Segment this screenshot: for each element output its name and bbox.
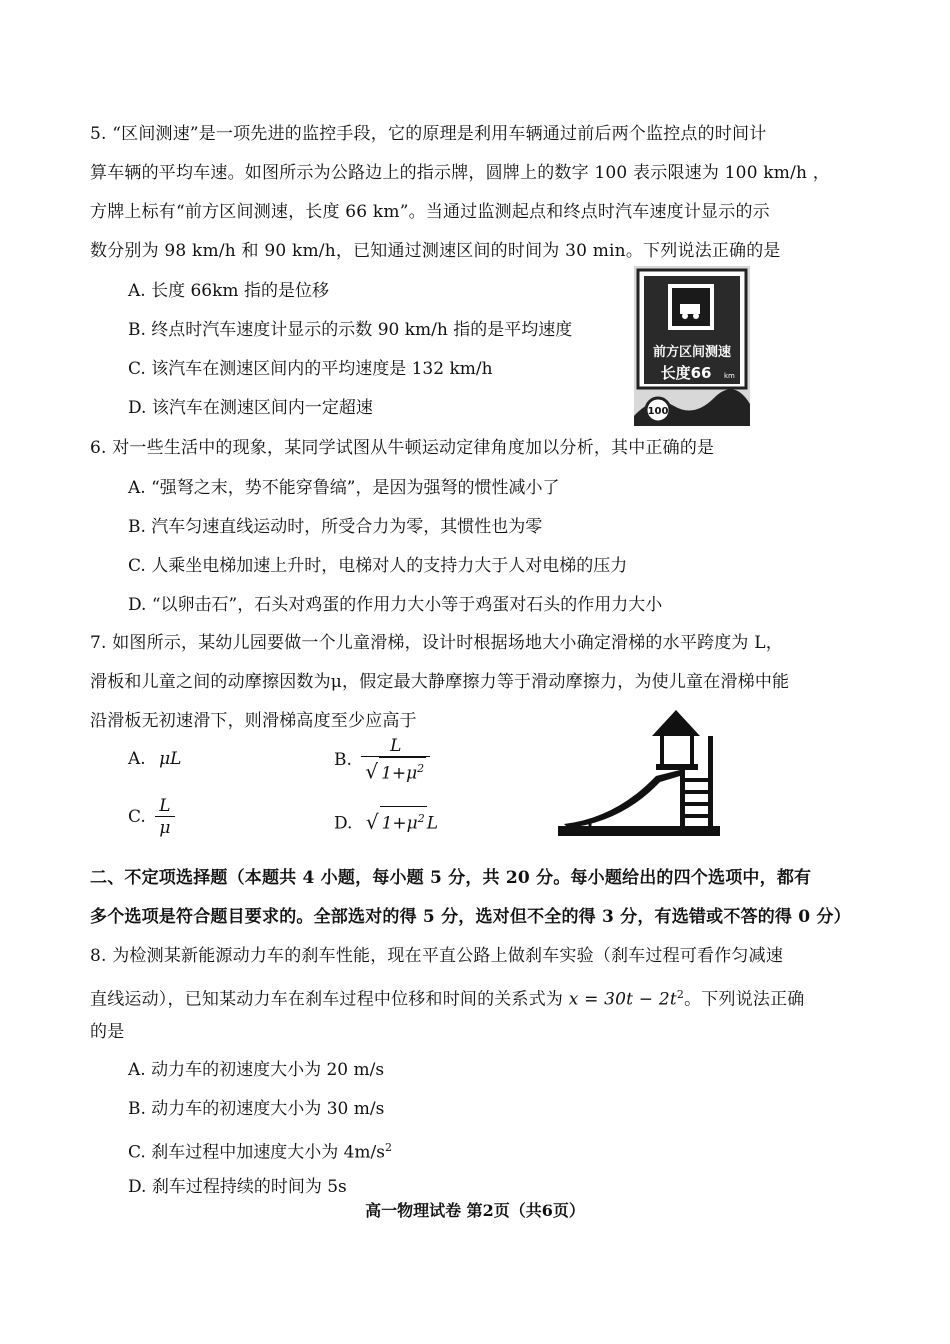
q8-option-d: D. 刹车过程持续的时间为 5s: [128, 1177, 347, 1197]
q7-option-d-exponent: 2: [417, 812, 425, 825]
slide-illustration: [556, 706, 724, 842]
q5-option-d: D. 该汽车在测速区间内一定超速: [128, 398, 373, 418]
q7-stem-line-3: 沿滑板无初速滑下，则滑梯高度至少应高于: [90, 711, 417, 731]
q8-stem-line-3: 的是: [90, 1022, 125, 1042]
q8-stem-line-2-text: 直线运动），已知某动力车在刹车过程中位移和时间的关系式为: [90, 989, 569, 1010]
q7-stem-line-1: 7. 如图所示，某幼儿园要做一个儿童滑梯，设计时根据场地大小确定滑梯的水平跨度为 L，: [90, 633, 783, 653]
q7-option-a-label: A.: [128, 749, 146, 769]
q6-option-b: B. 汽车匀速直线运动时，所受合力为零，其惯性也为零: [128, 517, 543, 537]
q8-formula: x = 30t − 2t: [568, 989, 677, 1010]
q7-option-b-exponent: 2: [417, 762, 425, 775]
q5-option-c: C. 该汽车在测速区间内的平均速度是 132 km/h: [128, 359, 493, 379]
q8-option-c-text: C. 刹车过程中加速度大小为 4m/s: [128, 1142, 385, 1163]
sign-text-2: 长度66: [660, 364, 712, 382]
q7-option-b: [334, 736, 430, 785]
q7-option-d-radicand: 1+μ: [381, 813, 418, 834]
q5-option-a: A. 长度 66km 指的是位移: [128, 281, 329, 301]
q5-stem-line-4: 数分别为 98 km/h 和 90 km/h，已知通过测速区间的时间为 30 min。下列说法正确的是: [90, 241, 781, 261]
q8-option-c-exponent: 2: [385, 1141, 392, 1154]
q5-stem-line-1: 5. “区间测速”是一项先进的监控手段，它的原理是利用车辆通过前后两个监控点的时间计: [90, 124, 767, 144]
section2-heading-line-2: 多个选项是符合题目要求的。全部选对的得 5 分，选对但不全的得 3 分，有选错或不答的得 0 分）: [90, 907, 851, 927]
sign-text-1: 前方区间测速: [652, 345, 732, 360]
page-footer: 高一物理试卷 第2页（共6页）: [365, 1201, 585, 1220]
q7-option-d-label: D.: [334, 813, 353, 834]
q8-option-c: [128, 1136, 392, 1165]
q5-stem-line-2: 算车辆的平均车速。如图所示为公路边上的指示牌，圆牌上的数字 100 表示限速为 100 km/h ，: [90, 163, 831, 183]
q7-option-b-label: B.: [334, 749, 352, 770]
q7-option-c-numerator: L: [159, 796, 171, 816]
q8-stem-line-1: 8. 为检测某新能源动力车的刹车性能，现在平直公路上做刹车实验（刹车过程可看作匀减速: [90, 946, 784, 966]
q6-option-a: A. “强弩之末，势不能穿鲁缟”，是因为强弩的惯性减小了: [128, 478, 560, 498]
q7-option-b-denominator: √ $1+\mu^2$: [361, 756, 430, 785]
speed-sign-photo: [634, 266, 750, 426]
q8-formula-exponent: 2: [676, 988, 685, 1001]
q7-option-b-fraction: [361, 736, 430, 785]
speed-limit-text: 100: [647, 406, 669, 417]
q8-option-b: B. 动力车的初速度大小为 30 m/s: [128, 1099, 385, 1119]
q5-option-b: B. 终点时汽车速度计显示的示数 90 km/h 指的是平均速度: [128, 320, 573, 340]
q7-option-c-denominator: μ: [155, 816, 174, 839]
q6-option-d: D. “以卵击石”，石头对鸡蛋的作用力大小等于鸡蛋对石头的作用力大小: [128, 595, 663, 615]
q7-option-c-fraction: [155, 796, 174, 839]
section2-heading-line-1: 二、不定项选择题（本题共 4 小题，每小题 5 分，共 20 分。每小题给出的四个选项中，都有: [90, 868, 812, 888]
q8-stem-line-2-tail: 。下列说法正确: [684, 989, 805, 1010]
q7-option-c-label: C.: [128, 807, 146, 827]
q8-option-a: A. 动力车的初速度大小为 20 m/s: [128, 1060, 385, 1080]
q7-option-c: [128, 796, 175, 839]
q6-option-c: C. 人乘坐电梯加速上升时，电梯对人的支持力大于人对电梯的压力: [128, 556, 628, 576]
q7-option-b-numerator: L: [390, 736, 402, 756]
q7-option-b-radicand: 1+μ: [381, 763, 418, 784]
q7-option-a: [128, 747, 181, 771]
q7-option-d-tail: L: [426, 813, 438, 834]
q6-stem: 6. 对一些生活中的现象，某同学试图从牛顿运动定律角度加以分析，其中正确的是: [90, 438, 715, 458]
q7-option-a-expr: μL: [159, 749, 182, 769]
q7-stem-line-2: 滑板和儿童之间的动摩擦因数为μ，假定最大静摩擦力等于滑动摩擦力，为使儿童在滑梯中能: [90, 672, 790, 692]
q5-stem-line-3: 方牌上标有“前方区间测速，长度 66 km”。当通过监测起点和终点时汽车速度计显示的示: [90, 202, 770, 222]
q8-stem-line-2: [90, 983, 805, 1012]
q7-option-d: D. √ $1+\mu^2$ L: [334, 806, 438, 836]
sign-unit: km: [724, 372, 735, 380]
